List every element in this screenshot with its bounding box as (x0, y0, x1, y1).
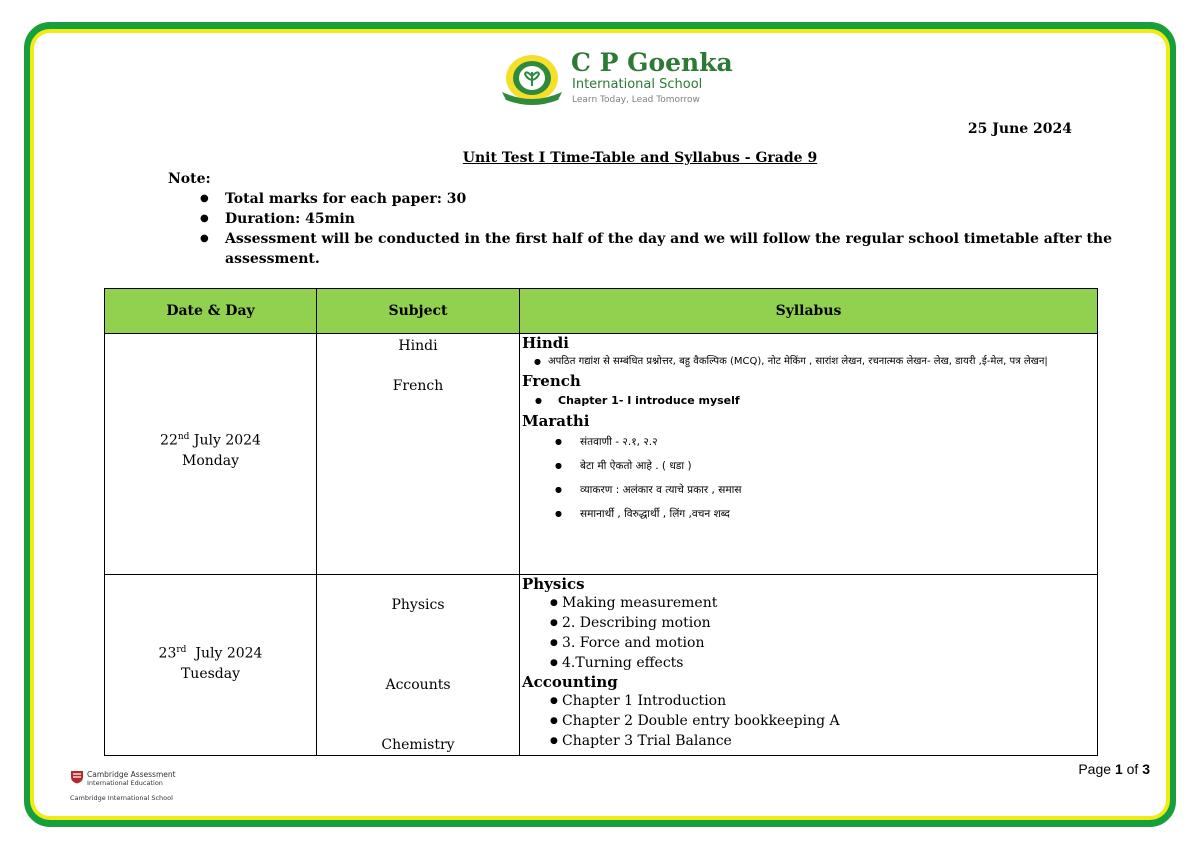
section-heading: Hindi (522, 334, 569, 352)
physics-list (522, 593, 1097, 673)
french-list (522, 390, 1097, 412)
cambridge-line3: Cambridge International School (70, 794, 173, 802)
list-item: ● Chapter 1 Introduction (522, 691, 1097, 711)
list-item: ● Making measurement (522, 593, 1097, 613)
date-cell (105, 334, 317, 575)
list-item: ● समानार्थी , विरुद्धार्थी , लिंग ,वचन शब्द (522, 502, 1097, 526)
weekday: Tuesday (180, 665, 241, 682)
list-item: ● Chapter 3 Trial Balance (522, 731, 1097, 751)
page-number (1000, 761, 1150, 777)
section-heading: French (522, 372, 581, 390)
list-item: ● व्याकरण : अलंकार व त्याचे प्रकार , समास (522, 478, 1097, 502)
accounting-list (522, 691, 1097, 751)
section-heading: Marathi (522, 412, 590, 430)
subject-french: French (392, 378, 444, 394)
list-item: ● 4.Turning effects (522, 653, 1097, 673)
section-heading: Physics (522, 575, 585, 593)
date-day: 22 (160, 432, 178, 449)
subject-hindi: Hindi (398, 338, 438, 354)
subject-cell (317, 575, 520, 756)
note-item: ● Assessment will be conducted in the first half of the day and we will follow the regular school timetable after the assessment. (200, 229, 1120, 269)
page-current: 1 (1114, 761, 1123, 777)
date-suffix: rd (176, 645, 187, 656)
list-item: ● Chapter 2 Double entry bookkeeping A (522, 711, 1097, 731)
note-item: ● Total marks for each paper: 30 (200, 189, 1120, 209)
date-month-year: July 2024 (189, 432, 261, 449)
school-tagline: Learn Today, Lead Tomorrow (572, 95, 700, 105)
page-of: of (1122, 761, 1143, 777)
date-suffix: nd (177, 432, 190, 443)
list-item: ● संतवाणी - २.१, २.२ (522, 430, 1097, 454)
cambridge-line1: Cambridge Assessment (87, 770, 176, 779)
table-row (105, 575, 1098, 756)
table-header-row (105, 289, 1098, 334)
subject-accounts: Accounts (385, 677, 451, 693)
school-logo (498, 50, 738, 108)
cambridge-shield-icon (70, 770, 84, 784)
section-heading: Accounting (522, 673, 618, 691)
timetable (104, 288, 1098, 756)
weekday: Monday (182, 452, 239, 469)
table-row (105, 334, 1098, 575)
cambridge-logo (70, 770, 190, 806)
header-syllabus: Syllabus (520, 289, 1098, 334)
list-item: ● 3. Force and motion (522, 633, 1097, 653)
syllabus-cell (520, 334, 1098, 575)
page-total: 3 (1142, 761, 1150, 777)
subject-chemistry: Chemistry (381, 737, 455, 753)
document-title: Unit Test I Time-Table and Syllabus - Grade 9 (462, 150, 818, 166)
school-emblem-icon (498, 52, 566, 108)
marathi-list (522, 430, 1097, 526)
list-item: ● 2. Describing motion (522, 613, 1097, 633)
syllabus-cell (520, 575, 1098, 756)
subject-physics: Physics (391, 597, 445, 613)
hindi-list (522, 352, 1097, 372)
list-item: ● Chapter 1- I introduce myself (522, 390, 1097, 412)
notes-list (200, 189, 1120, 269)
page-prefix: Page (1078, 761, 1115, 777)
subject-cell (317, 334, 520, 575)
school-subtitle: International School (572, 77, 703, 92)
document-date: 25 June 2024 (967, 121, 1072, 137)
date-cell (105, 575, 317, 756)
note-label: Note: (168, 171, 211, 187)
header-subject: Subject (317, 289, 520, 334)
header-date-day: Date & Day (105, 289, 317, 334)
list-item: ● अपठित गद्यांश से सम्बंधित प्रश्नोत्तर, बहु वैकल्पिक (MCQ), नोट मेकिंग , सारांश लेखन, रचनात्मक लेखन- लेख, डायरी ,ई-मेल, पत्र लेखन| (522, 352, 1097, 372)
date-day: 23 (158, 645, 177, 662)
school-name: C P Goenka (571, 48, 733, 77)
list-item: ● बेटा मी ऐकतो आहे . ( धडा ) (522, 454, 1097, 478)
date-month-year: July 2024 (186, 645, 263, 662)
note-item: ● Duration: 45min (200, 209, 1120, 229)
cambridge-line2: International Education (87, 779, 163, 787)
